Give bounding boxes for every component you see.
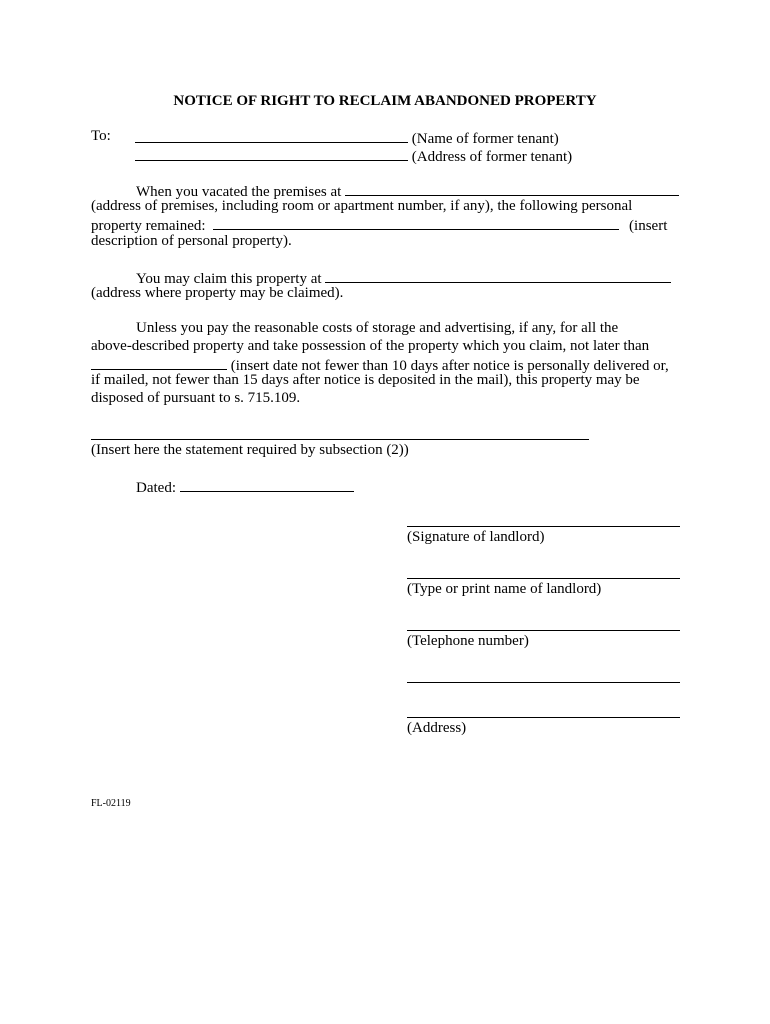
signature-line[interactable]: [407, 526, 680, 527]
para1-line1-text: When you vacated the premises at: [136, 184, 342, 200]
statement-caption: (Insert here the statement required by subsection (2)): [91, 442, 409, 458]
telephone-line[interactable]: [407, 630, 680, 631]
dated-row: [136, 477, 354, 498]
address-line-1[interactable]: [407, 682, 680, 683]
para1-line3-text: property remained:: [91, 218, 206, 234]
para2-line2: (address where property may be claimed).: [91, 285, 344, 301]
telephone-caption: (Telephone number): [407, 633, 529, 649]
para3-line1: Unless you pay the reasonable costs of storage and advertising, if any, for all the: [136, 320, 619, 336]
form-code: FL-02119: [91, 798, 131, 809]
to-label: To:: [91, 128, 111, 144]
landlord-name-caption: (Type or print name of landlord): [407, 581, 602, 597]
tenant-address-blank[interactable]: [135, 146, 408, 161]
reclaim-date-blank[interactable]: [91, 355, 227, 370]
para3-line5: disposed of pursuant to s. 715.109.: [91, 390, 301, 406]
statement-line[interactable]: [91, 439, 589, 440]
tenant-address-row: [135, 146, 572, 167]
landlord-name-line[interactable]: [407, 578, 680, 579]
tenant-address-caption: (Address of former tenant): [411, 149, 573, 165]
premises-address-blank[interactable]: [345, 181, 679, 196]
para1-line4: description of personal property).: [91, 233, 292, 249]
para1-line3-end: (insert: [629, 218, 668, 234]
tenant-name-caption: (Name of former tenant): [411, 131, 559, 147]
address-caption: (Address): [407, 720, 467, 736]
tenant-name-blank[interactable]: [135, 128, 408, 143]
dated-label: Dated:: [136, 480, 176, 496]
document-title: NOTICE OF RIGHT TO RECLAIM ABANDONED PROPERTY: [173, 93, 597, 109]
para3-line4: if mailed, not fewer than 15 days after notice is deposited in the mail), this property may be: [91, 372, 640, 388]
signature-caption: (Signature of landlord): [407, 529, 545, 545]
claim-address-blank[interactable]: [325, 268, 671, 283]
para1-line2: (address of premises, including room or apartment number, if any), the following personal: [91, 198, 633, 214]
address-line-2[interactable]: [407, 717, 680, 718]
para3-line2: above-described property and take possession of the property which you claim, not later than: [91, 338, 650, 354]
para3-line3-text: (insert date not fewer than 10 days after notice is personally delivered or,: [230, 358, 669, 374]
para2-line1-text: You may claim this property at: [136, 271, 322, 287]
dated-blank[interactable]: [180, 477, 354, 492]
property-description-blank[interactable]: [213, 215, 619, 230]
